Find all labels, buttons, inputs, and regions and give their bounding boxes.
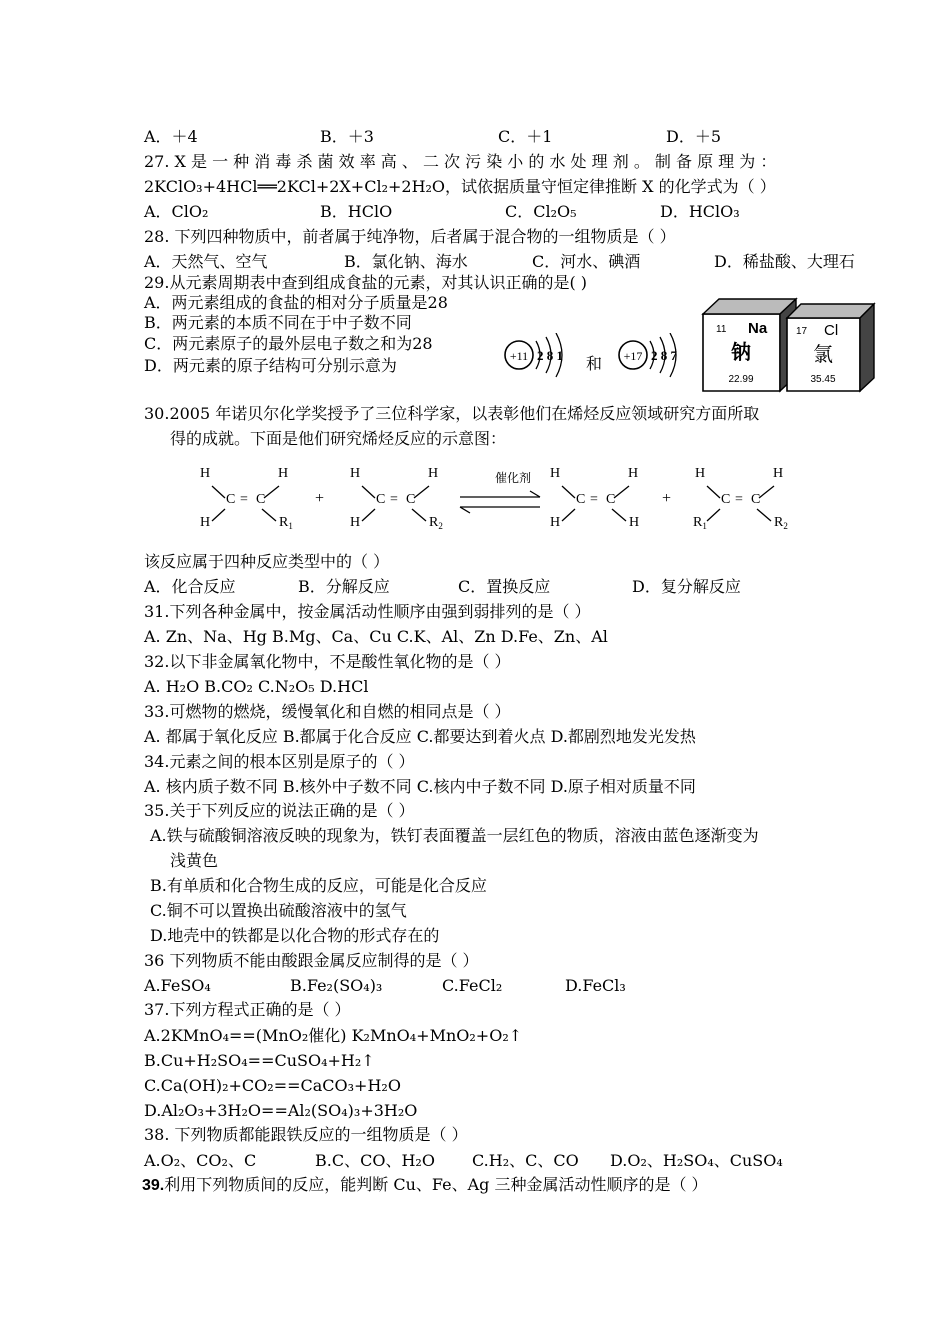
q36-option-a: A.FeSO₄ <box>144 976 211 995</box>
alkene-2 <box>350 466 443 531</box>
q32-options: A. H₂O B.CO₂ C.N₂O₅ D.HCl <box>144 677 369 696</box>
svg-text:H: H <box>550 466 561 481</box>
q34-options: A. 核内质子数不同 B.核外中子数不同 C.核内中子数不同 D.原子相对质量不同 <box>144 777 696 796</box>
q36-option-c: C.FeCl₂ <box>442 976 503 995</box>
chlorine-atomic-number: 17 <box>796 326 808 337</box>
q27-stem-line1: 27. X 是 一 种 消 毒 杀 菌 效 率 高 、 二 次 污 染 小 的 水 处 理 剂 。 制 备 原 理 为 ： <box>144 152 777 171</box>
sodium-symbol: Na <box>748 320 768 337</box>
q35-option-b: B.有单质和化合物生成的反应，可能是化合反应 <box>150 876 487 895</box>
q37-option-c: C.Ca(OH)₂+CO₂==CaCO₃+H₂O <box>144 1076 401 1095</box>
svg-text:R1: $R_1$ <box>279 515 293 531</box>
q30-option-d: D．复分解反应 <box>632 577 741 596</box>
svg-text:C: C <box>256 492 266 507</box>
sodium-shells: 2 8 1 <box>537 348 563 363</box>
q34-stem: 34.元素之间的根本区别是原子的（ ） <box>144 752 415 771</box>
q39-line <box>142 1175 708 1196</box>
q27-option-c: C．Cl₂O₅ <box>505 202 577 221</box>
q26-option-d: D．＋5 <box>666 127 722 146</box>
sodium-atomic-number: 11 <box>716 324 727 335</box>
atom-structure-diagrams <box>500 333 700 388</box>
chlorine-atom-diagram <box>619 333 678 377</box>
q31-stem: 31.下列各种金属中，按金属活动性顺序由强到弱排列的是（ ） <box>144 602 591 621</box>
q30-option-b: B．分解反应 <box>298 577 390 596</box>
q27-option-a: A．ClO₂ <box>144 202 209 221</box>
q37-option-d: D.Al₂O₃+3H₂O==Al₂(SO₄)₃+3H₂O <box>144 1101 418 1120</box>
q29-option-b: B．两元素的本质不同在于中子数不同 <box>144 313 412 332</box>
svg-text:C: C <box>406 492 416 507</box>
sodium-nucleus: +11 <box>509 349 529 363</box>
svg-text:H: H <box>428 466 439 481</box>
sodium-tile <box>703 299 796 391</box>
svg-text:H: H <box>773 466 784 481</box>
chlorine-name: 氯 <box>813 344 833 366</box>
svg-text:C: C <box>721 492 731 507</box>
q29-option-c: C．两元素原子的最外层电子数之和为28 <box>144 334 433 353</box>
q28-option-d: D．稀盐酸、大理石 <box>714 252 855 271</box>
q29-stem: 29.从元素周期表中查到组成食盐的元素，对其认识正确的是( ) <box>144 273 588 292</box>
q38-option-d: D.O₂、H₂SO₄、CuSO₄ <box>610 1151 783 1170</box>
q35-option-a-line2: 浅黄色 <box>170 851 219 870</box>
svg-text:=: = <box>590 492 598 507</box>
q35-option-a-line1: A.铁与硫酸铜溶液反映的现象为，铁钉表面覆盖一层红色的物质，溶液由蓝色逐渐变为 <box>150 826 759 845</box>
q27-option-d: D．HClO₃ <box>660 202 740 221</box>
periodic-table-tiles <box>700 296 880 394</box>
svg-text:C: C <box>751 492 761 507</box>
q39-number: 39. <box>142 1177 165 1194</box>
q33-stem: 33.可燃物的燃烧，缓慢氧化和自燃的相同点是（ ） <box>144 702 511 721</box>
svg-text:=: = <box>240 492 248 507</box>
alkene-1 <box>200 466 293 531</box>
q26-option-b: B．＋3 <box>320 127 374 146</box>
q28-option-b: B．氯化钠、海水 <box>344 252 468 271</box>
svg-text:H: H <box>278 466 289 481</box>
svg-text:H: H <box>350 466 361 481</box>
product-alkene-1 <box>550 466 639 530</box>
q30-stem-line2: 得的成就。下面是他们研究烯烃反应的示意图： <box>170 429 507 448</box>
svg-text:C: C <box>376 492 386 507</box>
q28-option-c: C．河水、碘酒 <box>532 252 641 271</box>
q35-stem: 35.关于下列反应的说法正确的是（ ） <box>144 801 415 820</box>
svg-text:=: = <box>735 492 743 507</box>
q33-options: A. 都属于氧化反应 B.都属于化合反应 C.都要达到着火点 D.都剧烈地发光发热 <box>144 727 696 746</box>
q28-option-a: A．天然气、空气 <box>144 252 268 271</box>
q26-option-c: C．＋1 <box>498 127 553 146</box>
q30-option-c: C．置换反应 <box>458 577 551 596</box>
q32-stem: 32.以下非金属氧化物中，不是酸性氧化物的是（ ） <box>144 652 511 671</box>
svg-text:R1: $R_1$ <box>693 515 707 531</box>
q30-stem-line1: 30.2005 年诺贝尔化学奖授予了三位科学家，以表彰他们在烯烃反应领域研究方面所取 <box>144 404 760 423</box>
svg-text:H: H <box>695 466 706 481</box>
q26-option-a: A．＋4 <box>144 127 198 146</box>
chlorine-atomic-mass: 35.45 <box>810 374 836 385</box>
q35-option-d: D.地壳中的铁都是以化合物的形式存在的 <box>150 926 440 945</box>
product-alkene-2 <box>693 466 788 531</box>
svg-text:H: H <box>200 515 211 530</box>
svg-text:H: H <box>628 466 639 481</box>
q38-option-c: C.H₂、C、CO <box>472 1151 579 1170</box>
svg-text:H: H <box>550 515 561 530</box>
q29-option-a: A．两元素组成的食盐的相对分子质量是28 <box>144 293 448 312</box>
chlorine-nucleus: +17 <box>623 349 643 363</box>
svg-text:+: + <box>315 490 325 507</box>
q37-stem: 37.下列方程式正确的是（ ） <box>144 1000 351 1019</box>
q27-stem-line2: 2KClO₃+4HCl══2KCl+2X+Cl₂+2H₂O，试依据质量守恒定律推断 X 的化学式为（ ） <box>144 177 776 196</box>
q36-option-d: D.FeCl₃ <box>565 976 626 995</box>
q31-options: A. Zn、Na、Hg B.Mg、Ca、Cu C.K、Al、Zn D.Fe、Zn、Al <box>144 627 608 646</box>
svg-text:H: H <box>629 515 640 530</box>
q27-option-b: B．HClO <box>320 202 393 221</box>
q28-stem: 28. 下列四种物质中，前者属于纯净物，后者属于混合物的一组物质是（ ） <box>144 227 676 246</box>
sodium-atom-diagram <box>505 333 563 377</box>
q30-option-a: A．化合反应 <box>144 577 236 596</box>
q37-option-b: B.Cu+H₂SO₄==CuSO₄+H₂↑ <box>144 1051 375 1070</box>
svg-text:R2: $R_2$ <box>774 515 788 531</box>
svg-text:=: = <box>390 492 398 507</box>
svg-text:H: H <box>350 515 361 530</box>
catalyst-label: 催化剂 <box>495 471 532 485</box>
olefin-reaction-scheme <box>190 458 810 538</box>
svg-text:H: H <box>200 466 211 481</box>
q29-option-d: D．两元素的原子结构可分别示意为 <box>144 356 397 375</box>
chlorine-symbol: Cl <box>824 322 839 339</box>
sodium-atomic-mass: 22.99 <box>728 374 754 385</box>
chlorine-tile <box>787 304 874 391</box>
and-word: 和 <box>585 356 603 373</box>
q35-option-c: C.铜不可以置换出硫酸溶液中的氢气 <box>150 901 407 920</box>
svg-text:R2: $R_2$ <box>429 515 443 531</box>
q38-option-a: A.O₂、CO₂、C <box>144 1151 257 1170</box>
svg-text:C: C <box>606 492 616 507</box>
q37-option-a: A.2KMnO₄==(MnO₂催化) K₂MnO₄+MnO₂+O₂↑ <box>144 1026 523 1045</box>
svg-text:C: C <box>226 492 236 507</box>
q36-stem: 36 下列物质不能由酸跟金属反应制得的是（ ） <box>144 951 479 970</box>
q38-stem: 38. 下列物质都能跟铁反应的一组物质是（ ） <box>144 1125 468 1144</box>
sodium-name: 钠 <box>731 342 751 364</box>
svg-text:C: C <box>576 492 586 507</box>
q30-stem: 该反应属于四种反应类型中的（ ） <box>144 552 390 571</box>
svg-text:+: + <box>662 490 672 507</box>
q36-option-b: B.Fe₂(SO₄)₃ <box>290 976 383 995</box>
q38-option-b: B.C、CO、H₂O <box>315 1151 435 1170</box>
q39-stem: 利用下列物质间的反应，能判断 Cu、Fe、Ag 三种金属活动性顺序的是（ ） <box>164 1175 708 1194</box>
chlorine-shells: 2 8 7 <box>651 348 677 363</box>
